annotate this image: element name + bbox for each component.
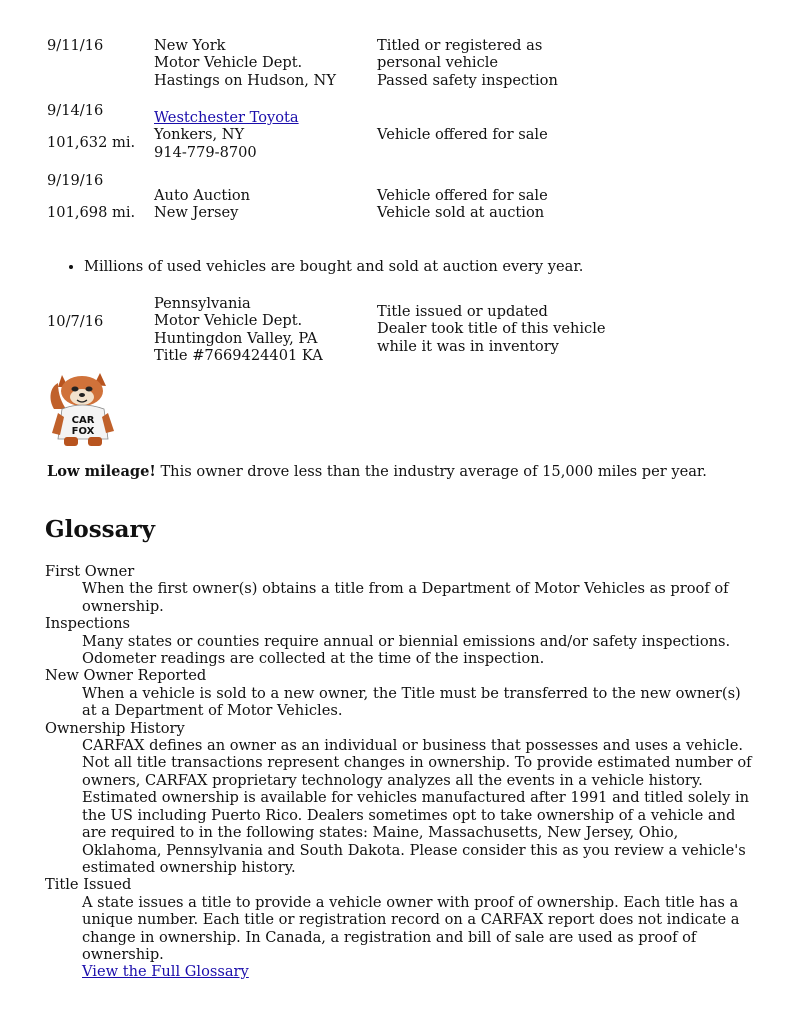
low-mileage-note — [47, 463, 707, 480]
comment-line: personal vehicle — [377, 54, 499, 72]
glossary-title: Glossary — [45, 516, 156, 543]
full-glossary-link[interactable]: View the Full Glossary — [82, 963, 249, 981]
history-mileage: 101,632 mi. — [47, 134, 136, 152]
carfox-mascot-icon — [48, 369, 118, 447]
history-date-cell — [47, 102, 147, 152]
history-source-cell — [154, 109, 374, 161]
comment-line: Titled or registered as — [377, 37, 543, 54]
history-date: 10/7/16 — [47, 313, 104, 330]
source-line: Huntingdon Valley, PA — [154, 329, 318, 347]
glossary-definition: CARFAX defines an owner as an individual or business that possesses and uses a vehicle. Not all title transactions represent changes in ownership. To provide estimated number of owners, CARFAX proprietary technology analyzes all the events in a vehicle history. Estimated ownership is available for vehicles manufactured after 1991 and titled solely in the US including Puerto Rico. Dealers sometimes opt to take ownership of a vehicle and are required to in the following states: Maine, Massachusetts, New Jersey, Ohio, Oklahoma, Pennsylvania and South Dakota. Please consider this as you review a vehicle's estimated ownership history. — [82, 737, 752, 876]
comment-line: Passed safety inspection — [377, 71, 558, 89]
glossary-definition: When the first owner(s) obtains a title from a Department of Motor Vehicles as proof of ownership. — [82, 580, 729, 615]
source-line: Motor Vehicle Dept. — [154, 312, 303, 330]
comment-line: Vehicle offered for sale — [377, 187, 548, 204]
source-line: New Jersey — [154, 204, 239, 222]
comment-line: Title issued or updated — [377, 303, 548, 320]
comment-line: while it was in inventory — [377, 337, 559, 355]
source-line: Motor Vehicle Dept. — [154, 54, 303, 72]
history-source-cell — [154, 187, 374, 222]
history-comments-cell — [377, 303, 637, 355]
glossary-term: Inspections — [45, 615, 131, 633]
history-source-cell — [154, 295, 374, 365]
glossary-definition: When a vehicle is sold to a new owner, the Title must be transferred to the new owner(s) at a Department of Motor Vehicles. — [82, 684, 741, 720]
glossary-definition: A state issues a title to provide a vehicle owner with proof of ownership. Each title has a unique number. Each title or registration record on a CARFAX report does not indicate a change in ownership. In Canada, a registration and bill of sale are used as proof of ownership. — [82, 893, 740, 963]
source-line: Yonkers, NY — [154, 126, 245, 144]
history-row — [47, 37, 747, 91]
history-row — [47, 172, 747, 226]
history-comments-cell — [377, 126, 637, 143]
source-line: Pennsylvania — [154, 295, 251, 312]
history-date-cell — [47, 37, 147, 54]
history-date-cell — [47, 313, 147, 330]
auction-tip-list — [47, 258, 583, 275]
comment-line: Dealer took title of this vehicle — [377, 320, 606, 338]
history-date: 9/11/16 — [47, 37, 104, 54]
history-date: 9/14/16 — [47, 102, 104, 119]
low-mileage-text: This owner drove less than the industry average of 15,000 miles per year. — [155, 463, 707, 480]
history-row — [47, 295, 747, 367]
mascot-shirt-line: CAR — [71, 415, 95, 426]
comment-line: Vehicle offered for sale — [377, 126, 548, 143]
history-comments-cell — [377, 37, 637, 89]
source-line: New York — [154, 37, 226, 54]
history-source-cell — [154, 37, 374, 89]
history-date-cell — [47, 172, 147, 222]
glossary-definition: Many states or counties require annual or biennial emissions and/or safety inspections. Odometer readings are collected at the time of the inspection. — [82, 632, 731, 668]
history-comments-cell — [377, 187, 637, 222]
history-mileage: 101,698 mi. — [47, 204, 136, 222]
auction-tip: • Millions of used vehicles are bought and sold at auction every year. — [84, 258, 583, 275]
glossary-term: Title Issued — [45, 876, 132, 894]
mascot-shirt-line: FOX — [71, 426, 95, 437]
source-line: Hastings on Hudson, NY — [154, 71, 336, 89]
comment-line: Vehicle sold at auction — [377, 204, 545, 222]
history-row — [47, 102, 747, 164]
glossary-term: First Owner — [45, 563, 135, 580]
low-mileage-label: Low mileage! — [47, 463, 156, 480]
source-line: Title #7669424401 KA — [154, 347, 323, 365]
glossary-term: Ownership History — [45, 719, 185, 737]
source-line: Auto Auction — [154, 187, 251, 204]
source-line: 914-779-8700 — [154, 143, 257, 161]
glossary-term: New Owner Reported — [45, 667, 207, 685]
dealer-link[interactable]: Westchester Toyota — [154, 109, 299, 126]
glossary-list — [45, 563, 755, 981]
history-date: 9/19/16 — [47, 172, 104, 189]
